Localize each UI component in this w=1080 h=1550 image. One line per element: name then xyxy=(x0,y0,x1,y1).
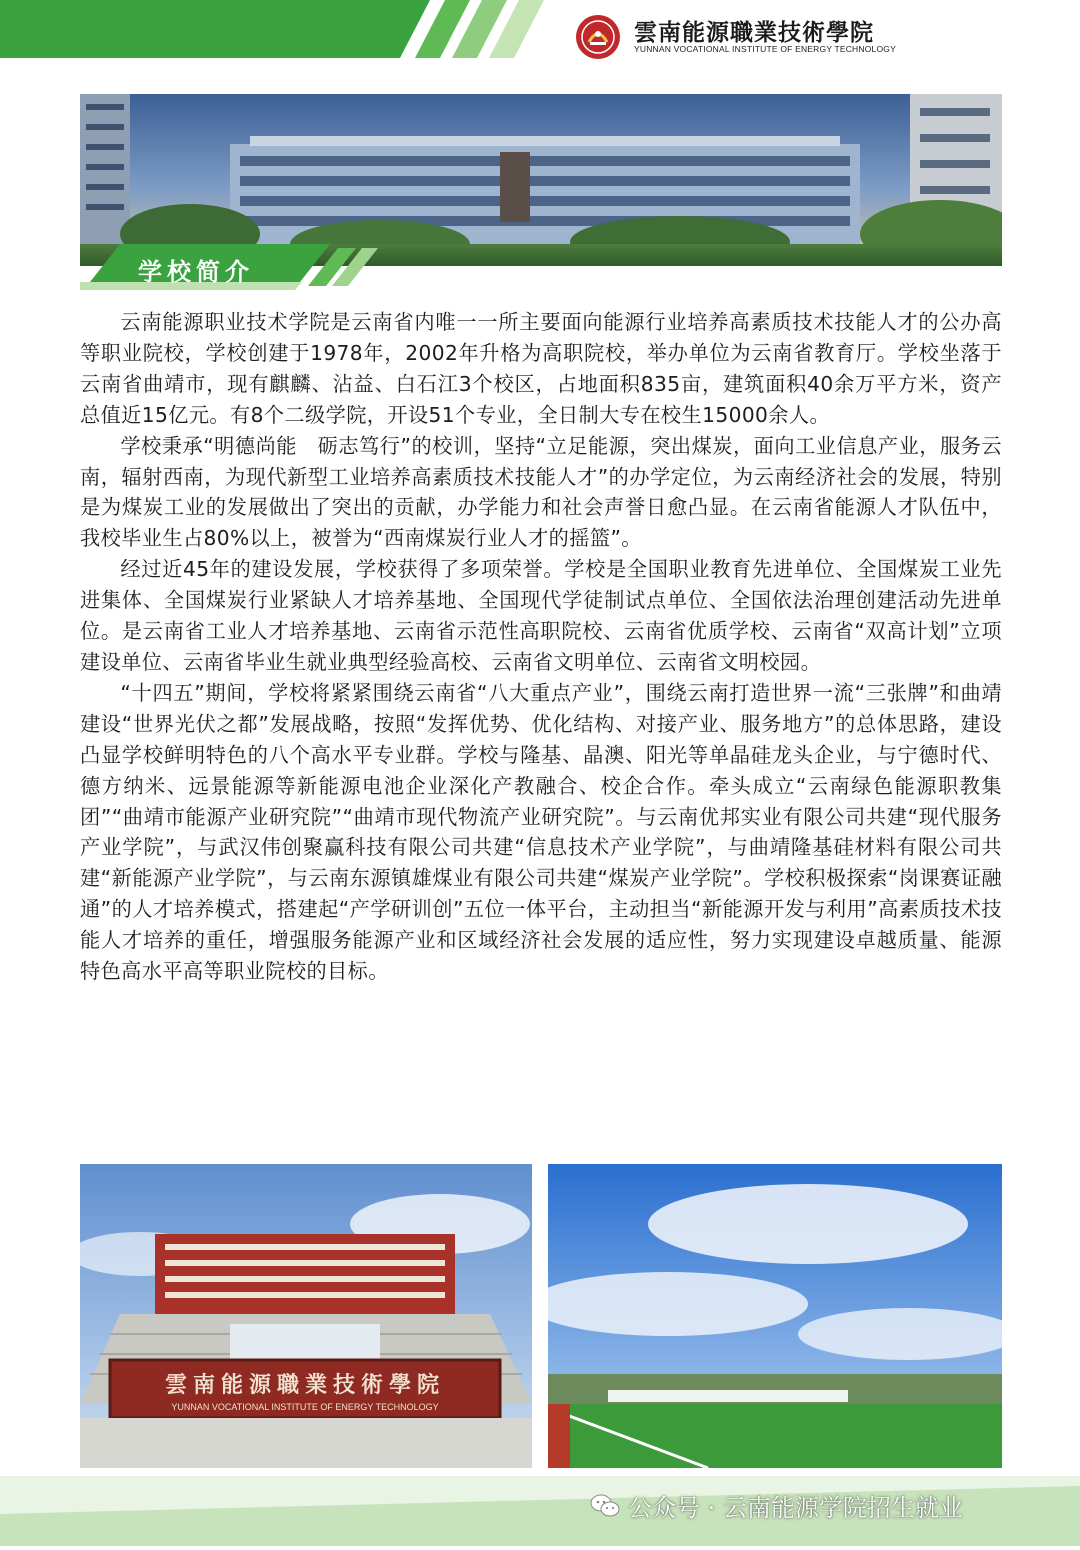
paragraph: 经过近45年的建设发展，学校获得了多项荣誉。学校是全国职业教育先进单位、全国煤炭工业先进集体、全国煤炭行业紧缺人才培养基地、全国现代学徒制试点单位、全国依法治理创建活动先进单位。是云南省工业人才培养基地、云南省示范性高职院校、云南省优质学校、云南省“双高计划”立项建设单位、云南省毕业生就业典型经验高校、云南省文明单位、云南省文明校园。 xyxy=(80,557,1002,674)
paragraph: 学校秉承“明德尚能 砺志笃行”的校训，坚持“立足能源，突出煤炭，面向工业信息产业，服务云南，辐射西南，为现代新型工业培养高素质技术技能人才”的办学定位，为云南经济社会的发展，特别是为煤炭工业的发展做出了突出的贡献，办学能力和社会声誉日愈凸显。在云南省能源人才队伍中，我校毕业生占80%以上，被誉为“西南煤炭行业人才的摇篮”。 xyxy=(80,433,1002,551)
paragraph: 云南能源职业技术学院是云南省内唯一一所主要面向能源行业培养高素质技术技能人才的公办高等职业院校，学校创建于1978年，2002年升格为高职院校，举办单位为云南省教育厅。学校坐落于云南省曲靖市，现有麒麟、沾益、白石江3个校区，占地面积835亩，建筑面积40余万平方米，资产总值近15亿元。有8个二级学院，开设51个专业，全日制大专在校生15000余人。 xyxy=(80,310,1002,427)
wechat-icon xyxy=(590,1493,620,1519)
intro-text xyxy=(80,307,1002,987)
paragraph: “十四五”期间，学校将紧紧围绕云南省“八大重点产业”，围绕云南打造世界一流“三张牌”和曲靖建设“世界光伏之都”发展战略，按照“发挥优势、优化结构、对接产业、服务地方”的总体思路，建设凸显学校鲜明特色的八个高水平专业群。学校与隆基、晶澳、阳光等单晶硅龙头企业，与宁德时代、德方纳米、远景能源等新能源电池企业深化产教融合、校企合作。牵头成立“云南绿色能源职教集团”“曲靖市能源产业研究院”“曲靖市现代物流产业研究院”。与云南优邦实业有限公司共建“现代服务产业学院”，与武汉伟创聚赢科技有限公司共建“信息技术产业学院”，与曲靖隆基硅材料有限公司共建“新能源产业学院”，与云南东源镇雄煤业有限公司共建“煤炭产业学院”。学校积极探索“岗课赛证融通”的人才培养模式，搭建起“产学研训创”五位一体平台，主动担当“新能源开发与利用”高素质技术技能人才培养的重任，增强服务能源产业和区域经济社会发展的适应性，努力实现建设卓越质量、能源特色高水平高等职业院校的目标。 xyxy=(80,680,1002,984)
section-title: 学校简介 xyxy=(138,258,254,286)
school-name-en: YUNNAN VOCATIONAL INSTITUTE OF ENERGY TECHNOLOGY xyxy=(634,44,896,54)
gate-sign-en: YUNNAN VOCATIONAL INSTITUTE OF ENERGY TECHNOLOGY xyxy=(171,1402,439,1412)
school-logo xyxy=(575,14,621,60)
watermark-text: 公众号 · 云南能源学院招生就业 xyxy=(628,1494,963,1522)
campus-gate-photo xyxy=(80,1164,532,1468)
gate-sign-cn: 雲南能源職業技術學院 xyxy=(164,1372,446,1398)
school-name-cn: 雲南能源職業技術學院 xyxy=(634,19,874,46)
wechat-watermark xyxy=(590,1488,963,1523)
top-stripe-banner xyxy=(0,0,560,58)
campus-building-photo xyxy=(80,94,1002,266)
sports-field-photo xyxy=(548,1164,1002,1468)
